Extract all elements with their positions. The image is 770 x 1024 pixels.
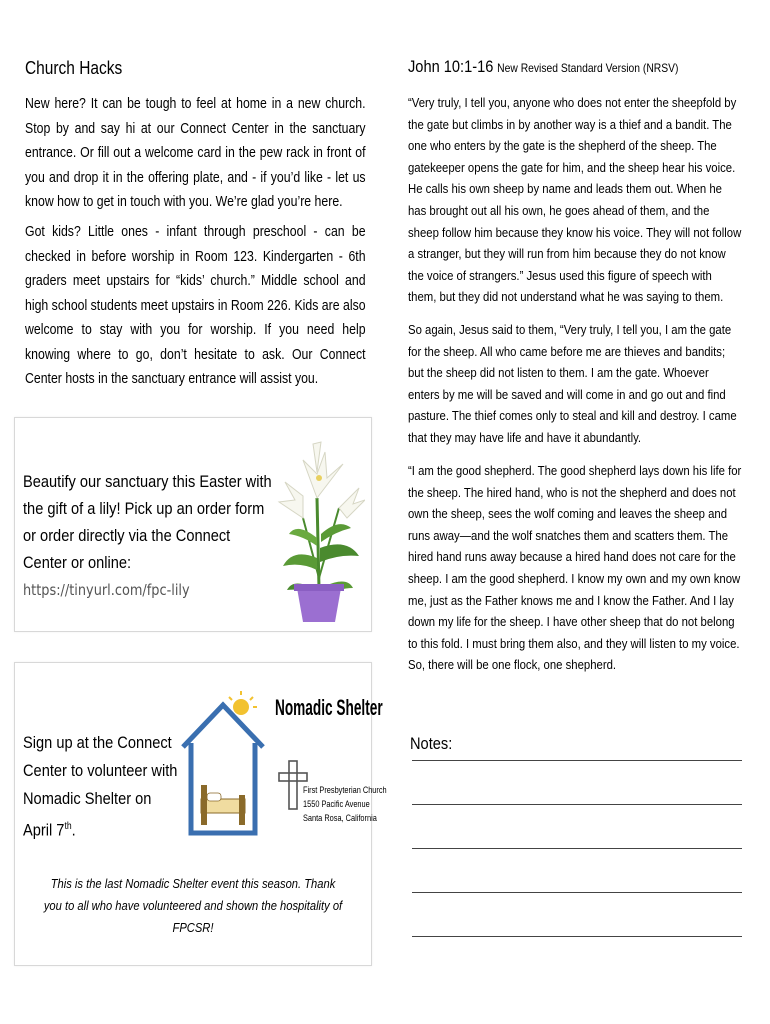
notes-label: Notes:	[410, 734, 453, 753]
lily-order-link[interactable]: https://tinyurl.com/fpc-lily	[23, 581, 190, 599]
nomadic-shelter-box	[14, 662, 387, 966]
scripture-heading	[408, 57, 678, 77]
church-city-line: Santa Rosa, California	[303, 813, 377, 823]
shelter-signup-text	[23, 729, 183, 845]
lily-message: Beautify our sanctuary this Easter with the gift of a lily! Pick up an order form or order directly via the Connect Center or online:	[23, 472, 272, 572]
notes-line[interactable]	[412, 760, 742, 761]
date-superscript: th	[64, 821, 72, 832]
notes-line[interactable]	[412, 936, 742, 937]
shelter-signup-message: Sign up at the Connect Center to volunteer with Nomadic Shelter on April 7	[23, 733, 178, 840]
scripture-reference: John 10:1-16	[408, 57, 494, 76]
scripture-paragraph-1: “Very truly, I tell you, anyone who does not enter the sheepfold by the gate but climbs in by another way is a thief and a bandit. The one who enters by the gate is the shepherd of the sheep. The gatekeeper opens the gate for him, and the sheep hear his voice. He calls his own sheep by name and leads them out. When he has brought out all his own, he goes ahead of them, and the sheep follow him because they know his voice. They will not follow a stranger, but they will run from him because they do not know the voice of strangers.” Jesus used this figure of speech with them, but they did not understand what he was saying to them.	[408, 95, 742, 305]
got-kids-paragraph: Got kids? Little ones - infant through preschool - can be checked in before worship in Room 123. Kindergarten - 6th graders meet upstairs for “kids’ church.” Middle school and high school students meet upstairs in Room 226. Kids are also welcome to stay with you for worship. If you need help knowing where to go, don’t hesitate to ask. Our Connect Center hosts in the sanctuary entrance will assist you.	[25, 224, 366, 387]
notes-line[interactable]	[412, 804, 742, 805]
church-name-line: First Presbyterian Church	[303, 785, 387, 795]
signup-period: .	[71, 820, 76, 840]
shelter-thank-you-note	[15, 873, 371, 939]
easter-lily-image	[273, 438, 365, 622]
notes-line[interactable]	[412, 848, 742, 849]
church-address-line: 1550 Pacific Avenue	[303, 799, 370, 809]
notes-line[interactable]	[412, 892, 742, 893]
scripture-version: New Revised Standard Version (NRSV)	[497, 61, 679, 75]
shelter-note-text: This is the last Nomadic Shelter event this season. Thank you to all who have volunteered and shown the hospitality of FPCSR!	[43, 876, 343, 935]
shelter-logo-title: Nomadic Shelter	[275, 695, 383, 720]
scripture-paragraph-2: So again, Jesus said to them, “Very truly, I tell you, I am the gate for the sheep. All who came before me are thieves and bandits; but the sheep did not listen to them. I am the gate. Whoever enters by me will be saved and will come in and go out and find pasture. The thief comes only to steal and kill and destroy. I came that they may have life and have it abundantly.	[408, 322, 737, 445]
easter-lily-box	[14, 417, 372, 632]
scripture-paragraph-3: “I am the good shepherd. The good shepherd lays down his life for the sheep. The hired hand, who is not the shepherd and does not own the sheep, sees the wolf coming and leaves the sheep and runs away—and the wolf snatches them and scatters them. The hired hand runs away because a hired hand does not care for the sheep. I am the good shepherd. I know my own and my own know me, just as the Father knows me and I know the Father. And I lay down my life for the sheep. I have other sheep that do not belong to this fold. I must bring them also, and they will listen to my voice. So, there will be one flock, one shepherd.	[408, 463, 742, 673]
church-hacks-title: Church Hacks	[25, 58, 123, 78]
new-here-paragraph: New here? It can be tough to feel at home in a new church. Stop by and say hi at our Connect Center in the sanctuary entrance. Or fill out a welcome card in the pew rack in front of you and drop it in the offering plate, and - if you’d like - let us know how to get in touch with you. We’re glad you’re here.	[25, 96, 366, 210]
lily-text	[23, 468, 278, 604]
nomadic-shelter-logo	[179, 687, 387, 842]
